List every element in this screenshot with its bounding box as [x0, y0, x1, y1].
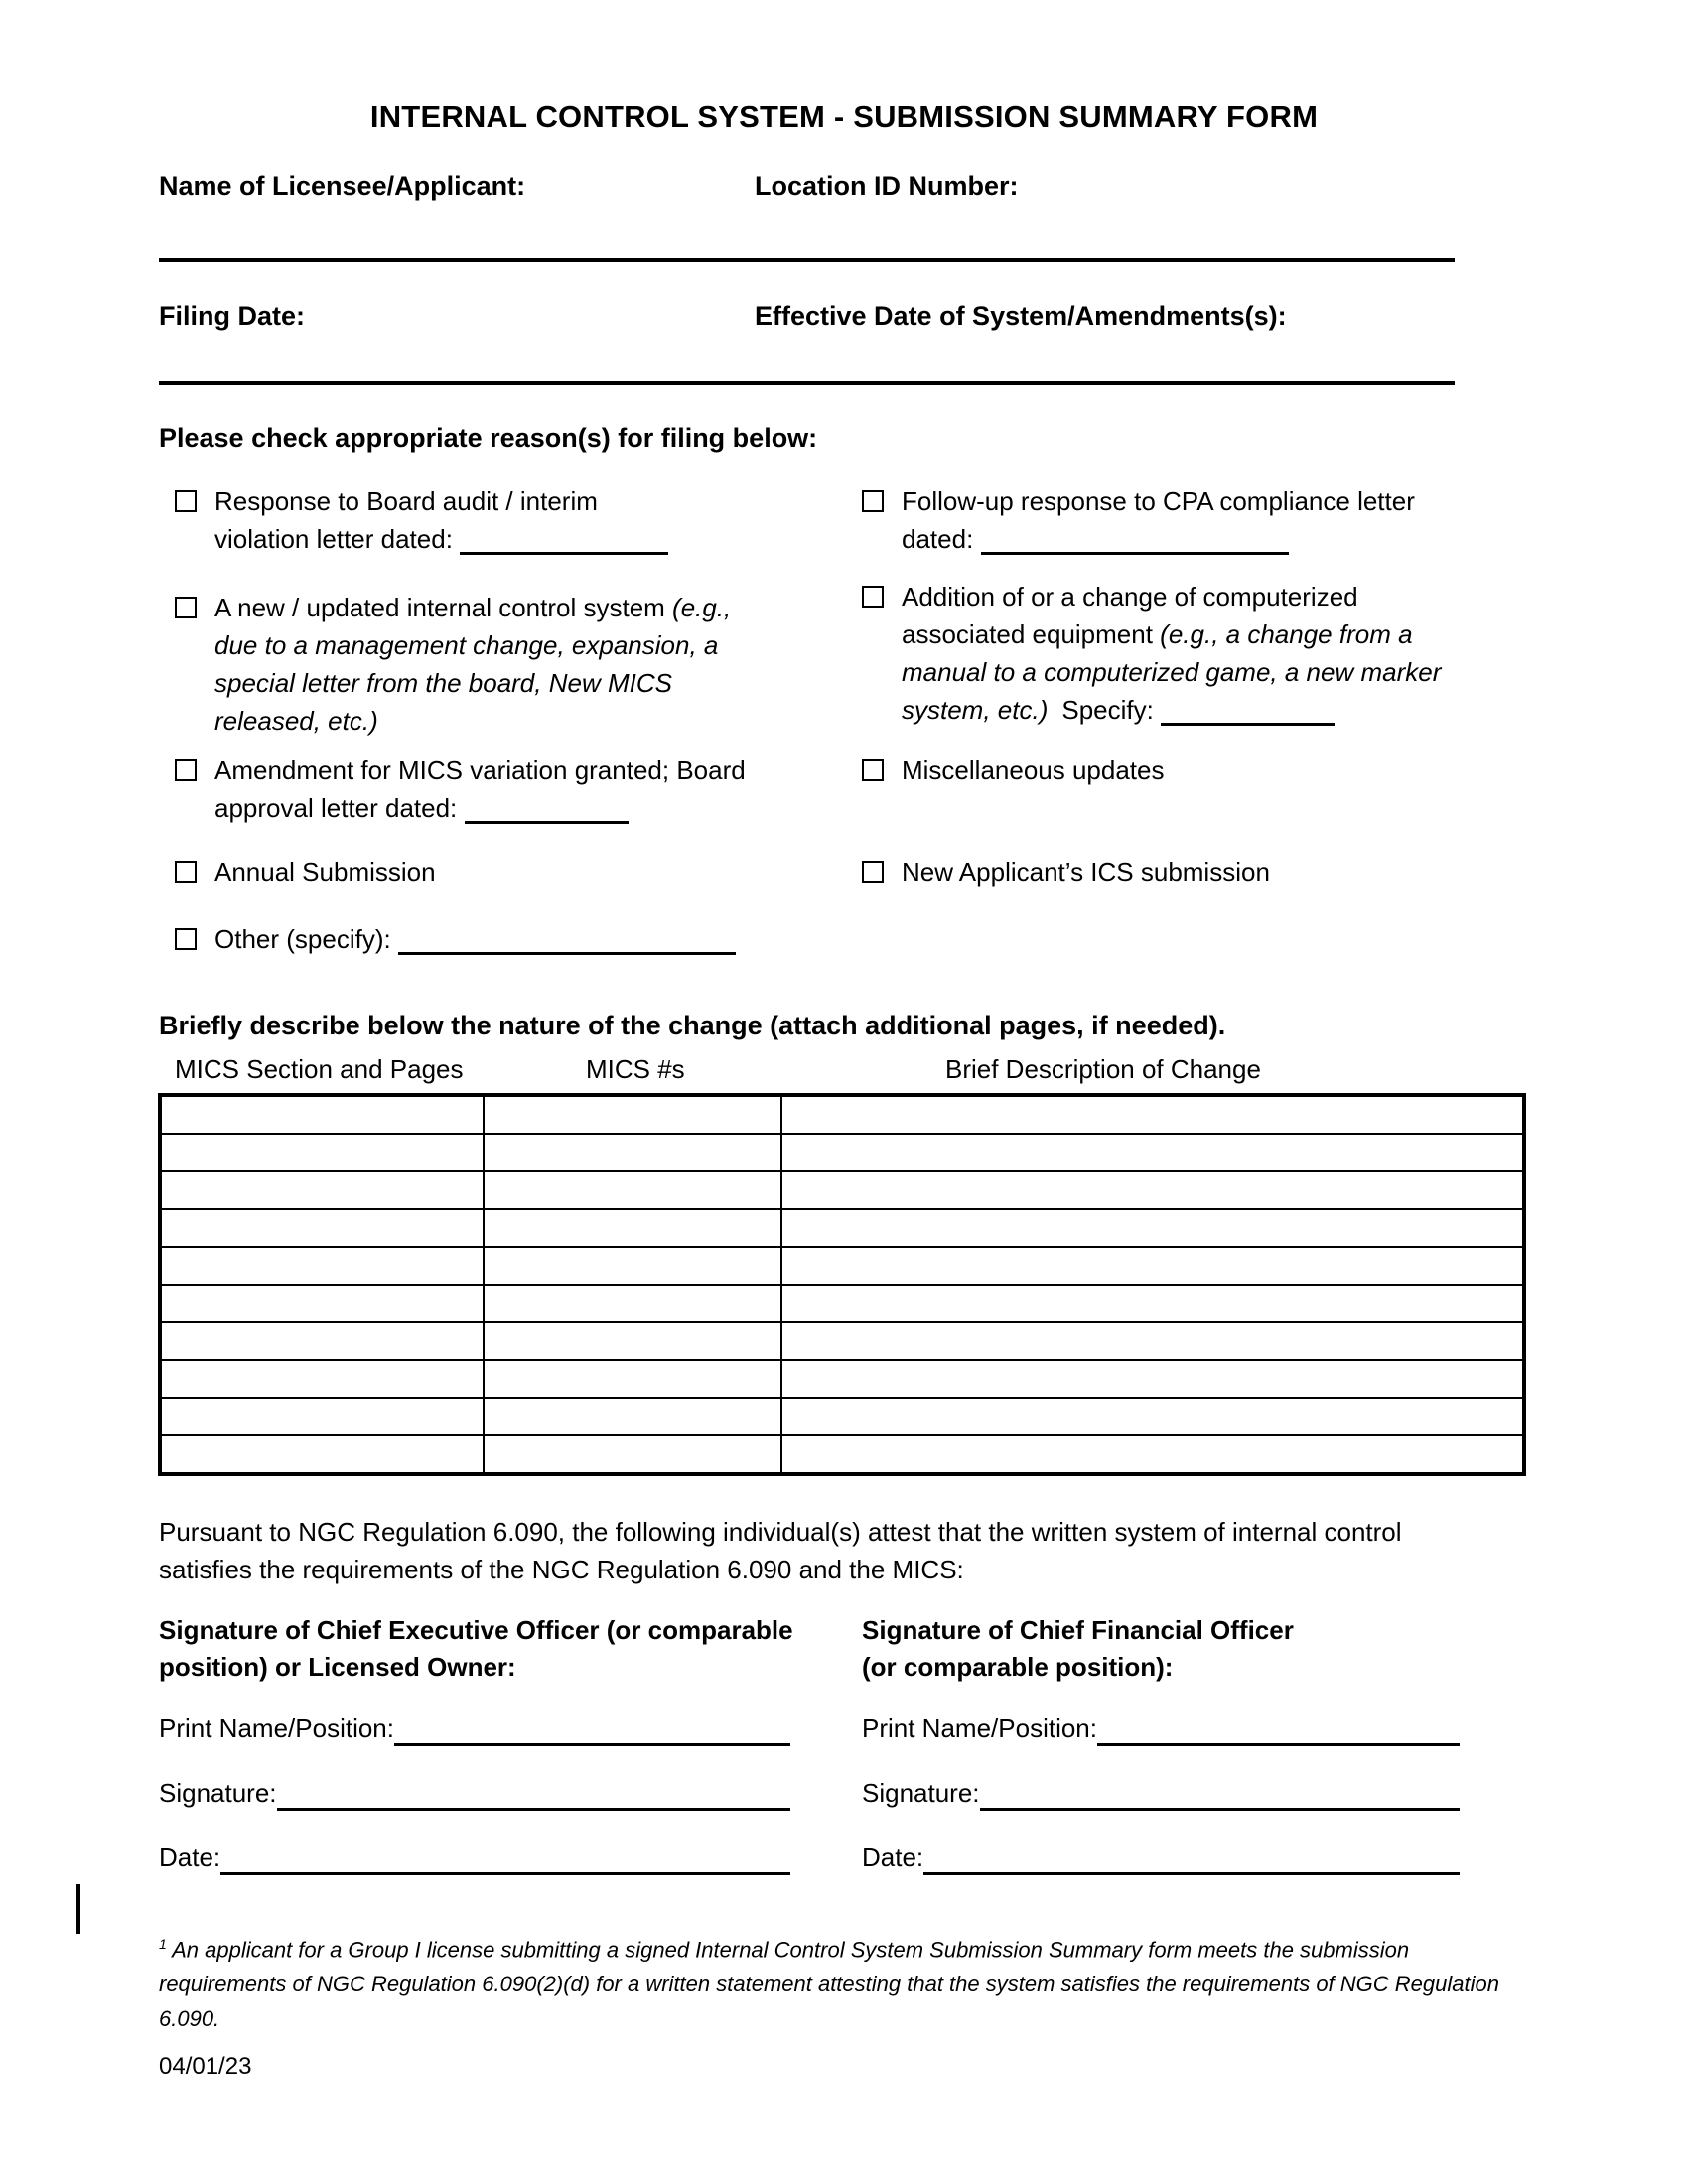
- column-header-mics-numbers: MICS #s: [586, 1054, 685, 1084]
- revision-date: 04/01/23: [159, 2053, 252, 2080]
- ceo-date-row: [159, 1843, 790, 1875]
- checkbox[interactable]: [175, 490, 197, 512]
- reason-label: released, etc.): [214, 706, 378, 736]
- reasons-heading: Please check appropriate reason(s) for filing below:: [159, 423, 818, 453]
- checkbox[interactable]: [175, 759, 197, 781]
- reason-addition-computerized-equipment: [862, 578, 1537, 729]
- attestation-paragraph: Pursuant to NGC Regulation 6.090, the following individual(s) attest that the written system of internal control satisfies the requirements of the NGC Regulation 6.090 and the MICS:: [159, 1517, 1402, 1584]
- table-row: [160, 1247, 1524, 1285]
- reason-label: Miscellaneous updates: [902, 755, 1165, 785]
- table-cell[interactable]: [781, 1435, 1524, 1474]
- filing-effective-write-line[interactable]: [159, 381, 1455, 385]
- reason-label: Amendment for MICS variation granted; Board: [214, 755, 746, 785]
- margin-change-bar: [76, 1884, 80, 1934]
- reason-other-specify: [175, 920, 830, 958]
- table-cell[interactable]: [484, 1322, 781, 1360]
- checkbox[interactable]: [175, 597, 197, 618]
- reason-miscellaneous-updates: [862, 751, 1537, 789]
- reason-new-updated-ics: [175, 589, 830, 740]
- date-label: Date:: [862, 1843, 924, 1872]
- checkbox[interactable]: [175, 928, 197, 950]
- table-cell[interactable]: [781, 1171, 1524, 1209]
- table-row: [160, 1171, 1524, 1209]
- footnote: $^1$ An applicant for a Group I license submitting a signed Internal Control System Submission Summary form meets the submission requirements of NGC Regulation 6.090(2)(d) for a written statement attesting that the system satisfies the requirements of NGC Regulation 6.090.: [159, 1936, 1499, 2032]
- name-of-licensee-label: Name of Licensee/Applicant:: [159, 171, 526, 201]
- signature-label: Signature:: [159, 1778, 277, 1808]
- reason-label: dated:: [902, 520, 1415, 558]
- table-cell[interactable]: [160, 1285, 484, 1322]
- table-cell[interactable]: [160, 1134, 484, 1171]
- reason-followup-cpa: [862, 482, 1537, 558]
- cfo-date-blank[interactable]: [923, 1843, 1460, 1875]
- table-cell[interactable]: [781, 1360, 1524, 1398]
- ceo-print-name-row: [159, 1713, 790, 1746]
- checkbox[interactable]: [862, 586, 884, 608]
- table-cell[interactable]: [160, 1398, 484, 1435]
- print-name-label: Print Name/Position:: [862, 1713, 1097, 1743]
- print-name-label: Print Name/Position:: [159, 1713, 394, 1743]
- table-cell[interactable]: [781, 1247, 1524, 1285]
- date-label: Date:: [159, 1843, 221, 1872]
- table-cell[interactable]: [160, 1322, 484, 1360]
- table-cell[interactable]: [160, 1360, 484, 1398]
- table-cell[interactable]: [484, 1095, 781, 1134]
- cpa-letter-date-blank[interactable]: [981, 523, 1289, 555]
- table-cell[interactable]: [781, 1322, 1524, 1360]
- table-row: [160, 1398, 1524, 1435]
- reason-label: Follow-up response to CPA compliance letter: [902, 486, 1415, 516]
- ceo-print-name-blank[interactable]: [394, 1713, 790, 1746]
- table-row: [160, 1285, 1524, 1322]
- filing-date-label: Filing Date:: [159, 301, 305, 331]
- reason-label: A new / updated internal control system (e.g.,: [214, 593, 732, 622]
- table-row: [160, 1134, 1524, 1171]
- table-cell[interactable]: [160, 1209, 484, 1247]
- ceo-signature-row: [159, 1778, 790, 1811]
- table-cell[interactable]: [160, 1095, 484, 1134]
- table-cell[interactable]: [160, 1435, 484, 1474]
- reason-amendment-mics-variation: [175, 751, 830, 827]
- checkbox[interactable]: [862, 759, 884, 781]
- name-location-write-line[interactable]: [159, 258, 1455, 262]
- reason-label: New Applicant’s ICS submission: [902, 857, 1270, 887]
- reason-label: special letter from the board, New MICS: [214, 668, 672, 698]
- cfo-signature-heading: Signature of Chief Financial Officer (or comparable position):: [862, 1615, 1294, 1682]
- footnote-ref: 1: [159, 1936, 167, 1952]
- table-row: [160, 1360, 1524, 1398]
- table-cell[interactable]: [781, 1285, 1524, 1322]
- table-cell[interactable]: [781, 1209, 1524, 1247]
- table-cell[interactable]: [781, 1095, 1524, 1134]
- reason-response-board-audit: [175, 482, 830, 558]
- reason-new-applicant-ics: [862, 853, 1537, 890]
- column-header-brief-description: Brief Description of Change: [945, 1054, 1261, 1084]
- table-cell[interactable]: [160, 1171, 484, 1209]
- location-id-label: Location ID Number:: [755, 171, 1019, 201]
- ceo-date-blank[interactable]: [220, 1843, 790, 1875]
- column-header-mics-section: MICS Section and Pages: [175, 1054, 464, 1084]
- checkbox[interactable]: [862, 490, 884, 512]
- reason-label: system, etc.) Specify:: [902, 691, 1441, 729]
- table-cell[interactable]: [484, 1247, 781, 1285]
- reason-label: due to a management change, expansion, a: [214, 630, 719, 660]
- reason-label: Addition of or a change of computerized: [902, 582, 1358, 612]
- change-table-heading: Briefly describe below the nature of the change (attach additional pages, if needed).: [159, 1011, 1226, 1040]
- other-specify-blank[interactable]: [398, 923, 736, 955]
- reason-label: Response to Board audit / interim: [214, 486, 598, 516]
- table-cell[interactable]: [484, 1209, 781, 1247]
- table-row: [160, 1209, 1524, 1247]
- change-table: [158, 1093, 1526, 1476]
- reason-label: approval letter dated:: [214, 789, 746, 827]
- reason-label: Annual Submission: [214, 857, 436, 887]
- reason-label: associated equipment (e.g., a change from a: [902, 619, 1413, 649]
- cfo-signature-row: [862, 1778, 1460, 1811]
- table-cell[interactable]: [160, 1247, 484, 1285]
- table-cell[interactable]: [781, 1134, 1524, 1171]
- table-cell[interactable]: [484, 1134, 781, 1171]
- checkbox[interactable]: [862, 861, 884, 883]
- table-cell[interactable]: [484, 1360, 781, 1398]
- reason-annual-submission: [175, 853, 830, 890]
- table-cell[interactable]: [484, 1435, 781, 1474]
- cfo-signature-blank[interactable]: [980, 1778, 1460, 1811]
- table-cell[interactable]: [781, 1398, 1524, 1435]
- table-cell[interactable]: [484, 1398, 781, 1435]
- equipment-specify-blank[interactable]: [1161, 694, 1335, 726]
- checkbox[interactable]: [175, 861, 197, 883]
- reason-label: manual to a computerized game, a new marker: [902, 657, 1442, 687]
- reason-label: Other (specify):: [214, 920, 736, 958]
- approval-letter-date-blank[interactable]: [465, 792, 629, 824]
- change-table-body: [160, 1095, 1524, 1474]
- signature-label: Signature:: [862, 1778, 980, 1808]
- reason-label: violation letter dated:: [214, 520, 668, 558]
- table-row: [160, 1095, 1524, 1134]
- effective-date-label: Effective Date of System/Amendments(s):: [755, 301, 1287, 331]
- ceo-signature-heading: Signature of Chief Executive Officer (or comparable position) or Licensed Owner:: [159, 1615, 793, 1682]
- ceo-signature-blank[interactable]: [277, 1778, 790, 1811]
- table-row: [160, 1435, 1524, 1474]
- cfo-print-name-row: [862, 1713, 1460, 1746]
- table-row: [160, 1322, 1524, 1360]
- violation-letter-date-blank[interactable]: [460, 523, 668, 555]
- page-title: INTERNAL CONTROL SYSTEM - SUBMISSION SUMMARY FORM: [369, 99, 1319, 134]
- cfo-date-row: [862, 1843, 1460, 1875]
- table-cell[interactable]: [484, 1171, 781, 1209]
- table-cell[interactable]: [484, 1285, 781, 1322]
- cfo-print-name-blank[interactable]: [1097, 1713, 1460, 1746]
